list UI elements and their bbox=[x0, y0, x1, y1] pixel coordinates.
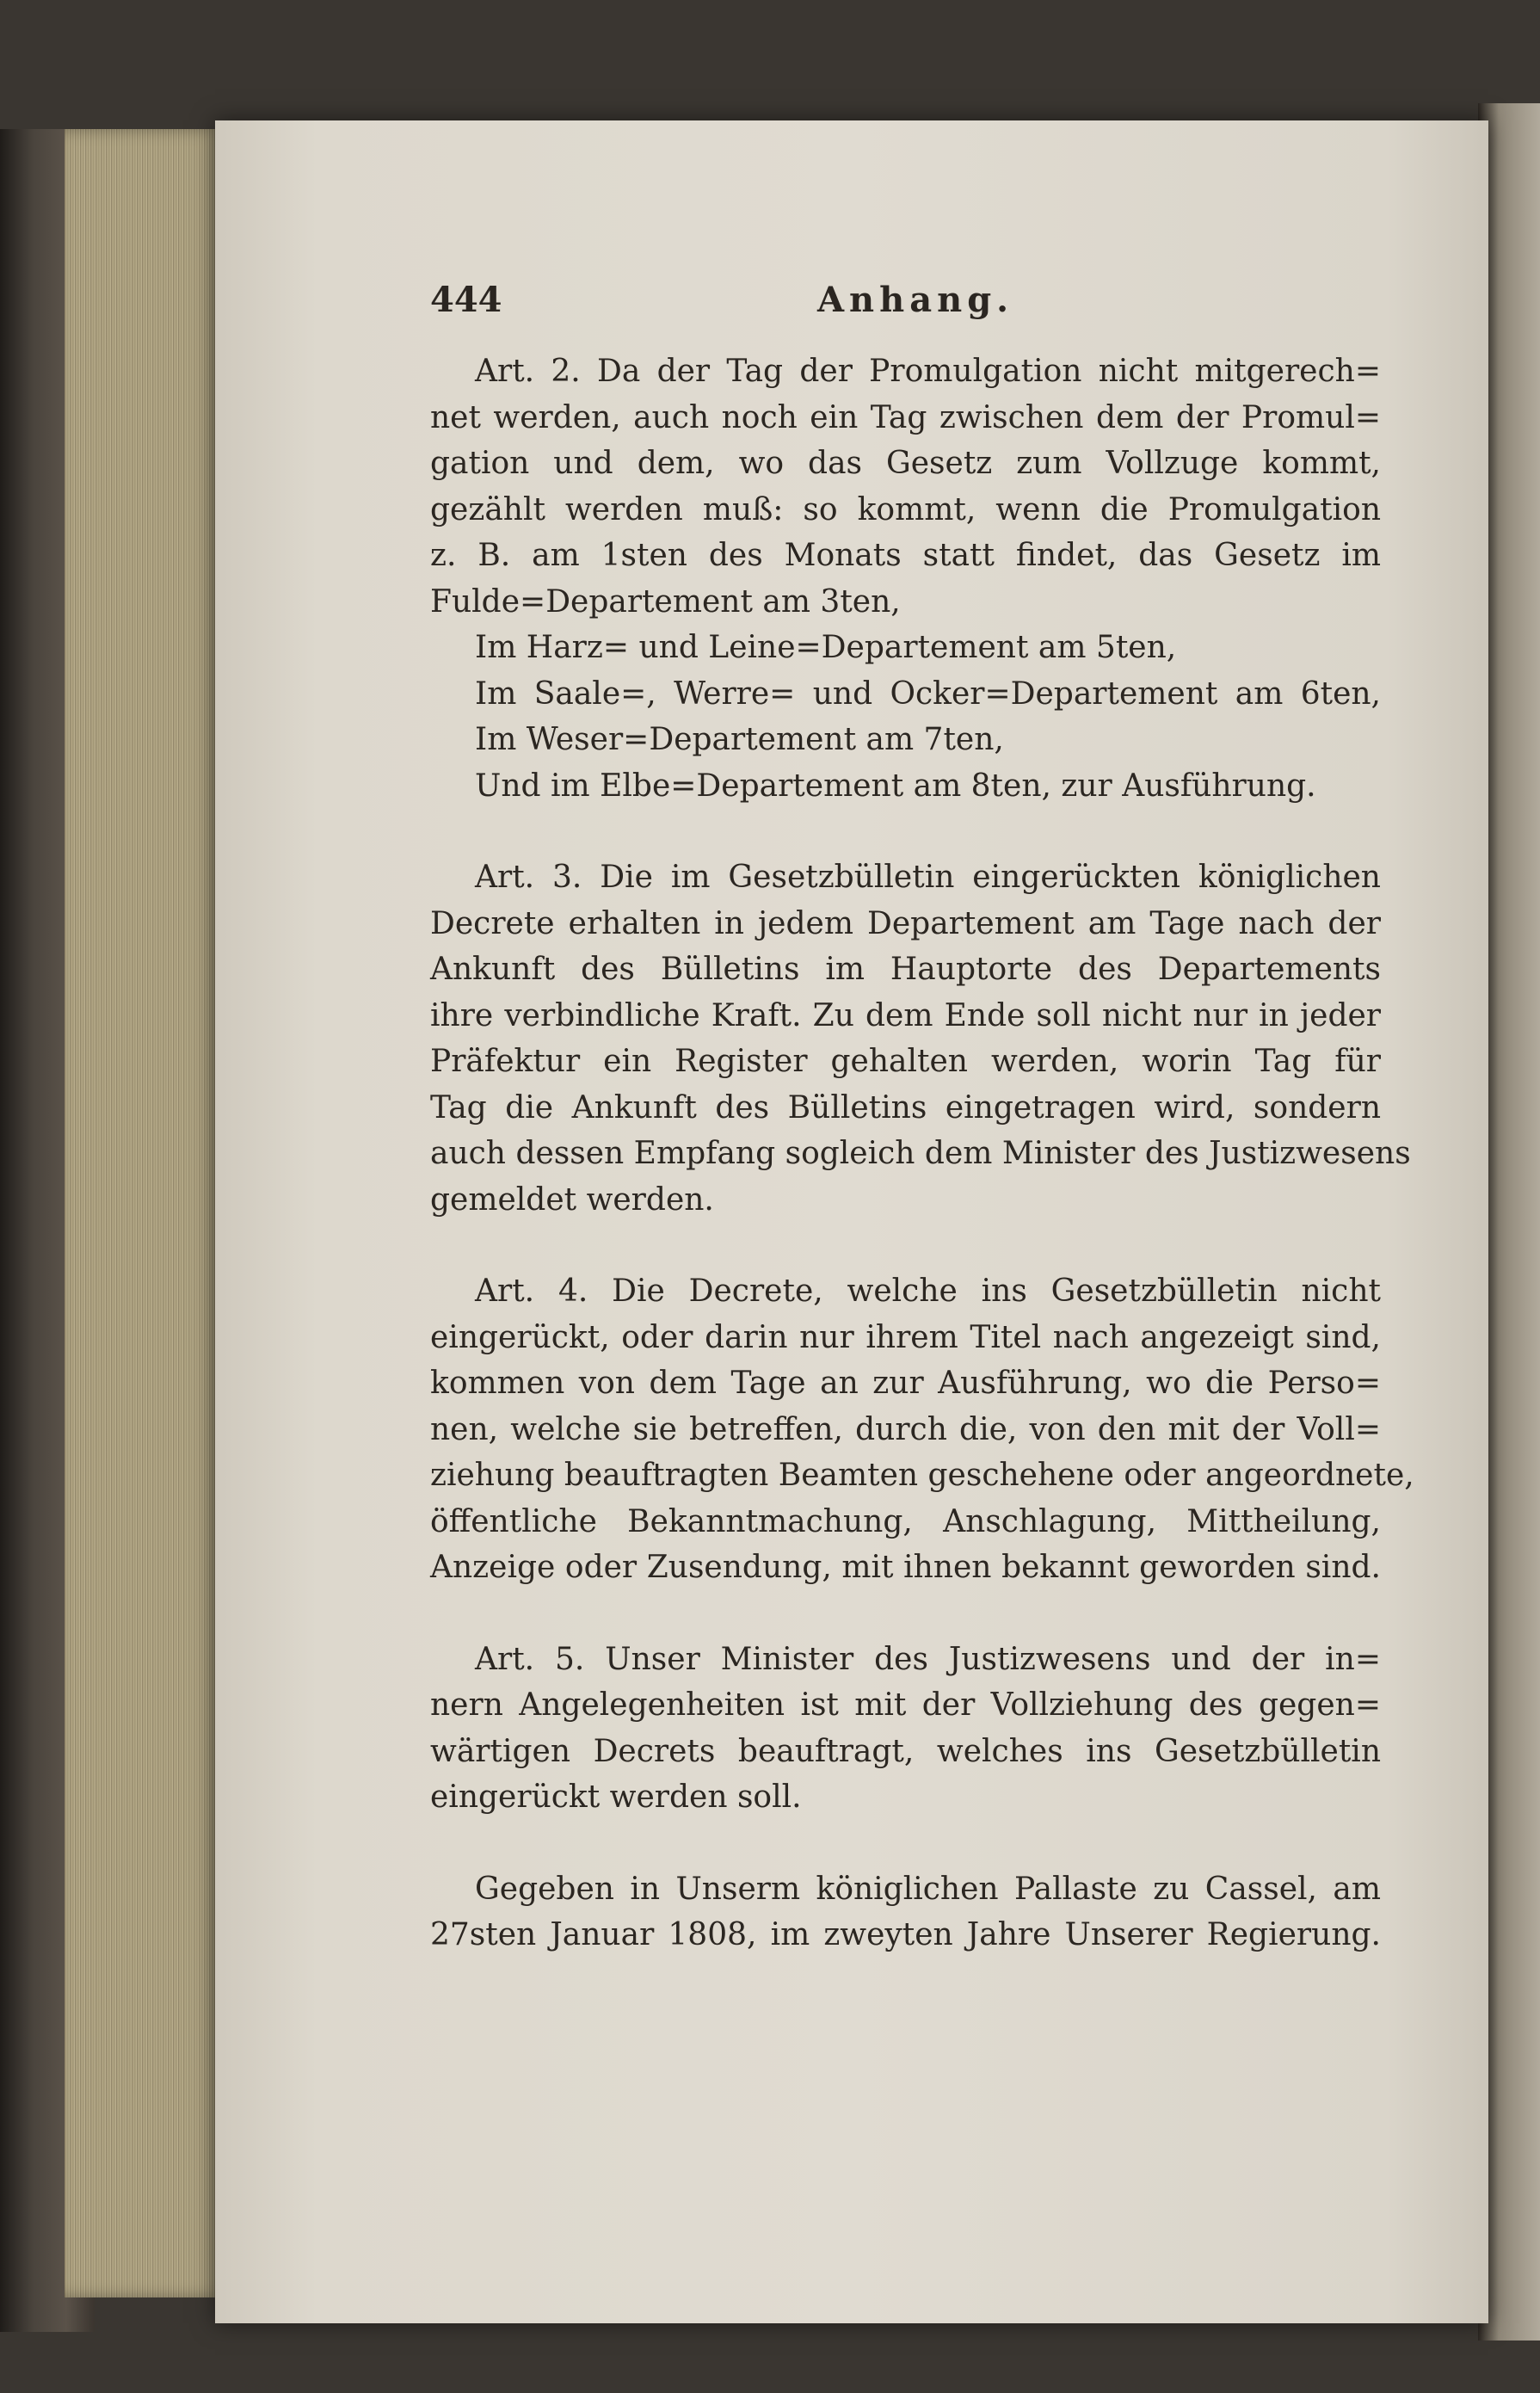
text-line: Im Harz= und Leine=Departement am 5ten, bbox=[475, 630, 1177, 665]
text-line: öffentliche Bekanntmachung, Anschlagung, Mittheilung, bbox=[430, 1503, 1381, 1539]
text-line: gemeldet werden. bbox=[430, 1181, 714, 1218]
text-line: Im Weser=Departement am 7ten, bbox=[475, 722, 1004, 757]
text-line: ziehung beauftragten Beamten geschehene oder angeordnete, bbox=[430, 1458, 1414, 1493]
text-line: Ankunft des Bülletins im Hauptorte des Departements bbox=[430, 952, 1381, 987]
running-title: Anhang. bbox=[817, 280, 1014, 320]
text-line: z. B. am 1sten des Monats statt findet, das Gesetz im bbox=[430, 538, 1381, 573]
text-line: nen, welche sie betreffen, durch die, von den mit der Voll= bbox=[430, 1411, 1381, 1447]
page-edges bbox=[65, 129, 224, 2297]
text-line: gation und dem, wo das Gesetz zum Vollzuge kommt, bbox=[430, 446, 1381, 481]
body-text bbox=[430, 348, 1414, 2004]
text-line: Art. 4. Die Decrete, welche ins Gesetzbülletin nicht bbox=[475, 1274, 1381, 1309]
text-line: eingerückt, oder darin nur ihrem Titel nach angezeigt sind, bbox=[430, 1319, 1381, 1355]
text-line: Präfektur ein Register gehalten werden, worin Tag für bbox=[430, 1044, 1381, 1079]
page-header bbox=[430, 280, 1377, 331]
text-line: Fulde=Departement am 3ten, bbox=[430, 583, 901, 620]
paragraph-closing bbox=[430, 1866, 1381, 1958]
paragraph-art2 bbox=[430, 348, 1381, 809]
text-line: eingerückt werden soll. bbox=[430, 1779, 802, 1815]
text-line: Anzeige oder Zusendung, mit ihnen bekannt geworden sind. bbox=[430, 1550, 1381, 1585]
text-line: Im Saale=, Werre= und Ocker=Departement am 6ten, bbox=[475, 675, 1381, 712]
text-line: nern Angelegenheiten ist mit der Vollziehung des gegen= bbox=[430, 1687, 1381, 1723]
text-line: Und im Elbe=Departement am 8ten, zur Ausführung. bbox=[475, 768, 1316, 804]
text-line: Art. 3. Die im Gesetzbülletin eingerückten königlichen bbox=[475, 860, 1381, 895]
text-line: 27sten Januar 1808, im zweyten Jahre Unserer Regierung. bbox=[430, 1917, 1381, 1952]
page-number: 444 bbox=[430, 280, 502, 320]
text-line: gezählt werden muß: so kommt, wenn die Promulgation bbox=[430, 491, 1381, 527]
text-line: Art. 5. Unser Minister des Justizwesens und der in= bbox=[475, 1641, 1381, 1677]
text-line: Decrete erhalten in jedem Departement am Tage nach der bbox=[430, 905, 1381, 941]
text-line: auch dessen Empfang sogleich dem Minister des Justizwesens bbox=[430, 1136, 1411, 1171]
text-line: wärtigen Decrets beauftragt, welches ins Gesetzbülletin bbox=[430, 1733, 1381, 1769]
text-line: kommen von dem Tage an zur Ausführung, wo die Perso= bbox=[430, 1366, 1381, 1401]
text-line: ihre verbindliche Kraft. Zu dem Ende soll nicht nur in jeder bbox=[430, 997, 1381, 1033]
text-line: net werden, auch noch ein Tag zwischen dem der Promul= bbox=[430, 399, 1381, 435]
text-line: Gegeben in Unserm königlichen Pallaste zu Cassel, am bbox=[475, 1871, 1381, 1907]
paragraph-art4 bbox=[430, 1268, 1414, 1591]
text-line: Tag die Ankunft des Bülletins eingetragen wird, sondern bbox=[430, 1089, 1381, 1126]
paragraph-art5 bbox=[430, 1637, 1381, 1821]
paragraph-art3 bbox=[430, 854, 1411, 1223]
text-line: Art. 2. Da der Tag der Promulgation nicht mitgerech= bbox=[475, 354, 1381, 389]
